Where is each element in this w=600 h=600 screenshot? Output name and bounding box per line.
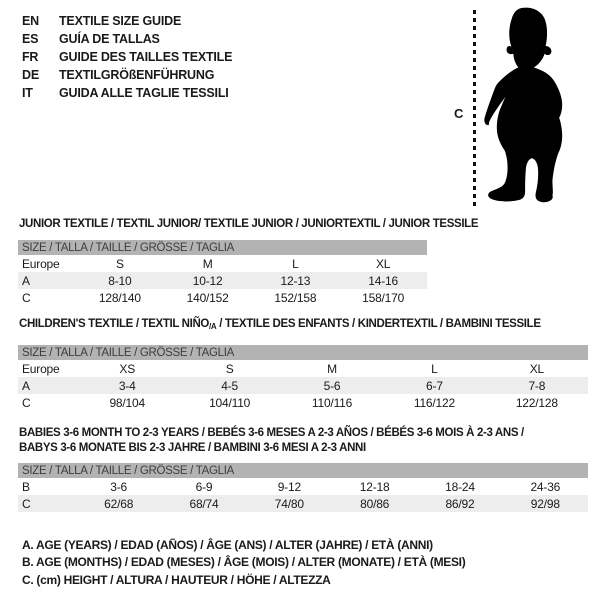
footnote-b: B. AGE (MONTHS) / EDAD (MESES) / ÂGE (MOIS) / ALTER (MONATE) / ETÀ (MESI) — [22, 555, 466, 570]
footnote-c: C. (cm) HEIGHT / ALTURA / HAUTEUR / HÖHE / ALTEZZA — [22, 572, 331, 587]
footnote-a: A. AGE (YEARS) / EDAD (AÑOS) / ÂGE (ANS) / ALTER (JAHRE) / ETÀ (ANNI) — [22, 537, 433, 552]
size-cell: XL — [529, 361, 544, 376]
size-cell: XL — [375, 256, 391, 271]
size-cell: S — [115, 256, 124, 271]
table-row-height — [18, 289, 427, 306]
age-cell: 5-6 — [323, 378, 341, 393]
row-label: C — [22, 496, 31, 511]
language-code: IT — [22, 86, 33, 100]
language-title: TEXTILE SIZE GUIDE — [59, 14, 182, 28]
junior-section-heading: JUNIOR TEXTILE / TEXTIL JUNIOR/ TEXTILE JUNIOR / JUNIORTEXTIL / JUNIOR TESSILE — [19, 218, 479, 230]
height-cell: 122/128 — [515, 395, 558, 410]
row-label: Europe — [22, 256, 60, 271]
size-cell: M — [202, 256, 213, 271]
table-row-age — [18, 272, 427, 289]
age-cell: 7-8 — [528, 378, 546, 393]
age-cell: 12-18 — [359, 479, 390, 494]
height-measure-label: C — [454, 106, 464, 121]
height-cell: 152/158 — [274, 290, 317, 305]
age-cell: 3-4 — [118, 378, 136, 393]
language-title: GUIDE DES TAILLES TEXTILE — [59, 50, 233, 64]
children-section-heading — [19, 317, 541, 334]
language-code: ES — [22, 32, 39, 46]
table-row-age — [18, 377, 588, 394]
age-cell: 6-9 — [195, 479, 213, 494]
row-label: B — [22, 479, 30, 494]
height-cell: 62/68 — [104, 496, 134, 511]
age-cell: 9-12 — [277, 479, 301, 494]
height-cell: 158/170 — [362, 290, 405, 305]
age-cell: 3-6 — [110, 479, 128, 494]
size-cell: M — [327, 361, 337, 376]
size-header-bar: SIZE / TALLA / TAILLE / GRÖSSE / TAGLIA — [18, 240, 427, 255]
language-title-list — [22, 12, 232, 102]
height-cell: 68/74 — [189, 496, 219, 511]
language-row-de — [22, 66, 232, 84]
height-dashed-line — [473, 10, 476, 206]
size-header-bar: SIZE / TALLA / TAILLE / GRÖSSE / TAGLIA — [18, 463, 588, 478]
size-cell: XS — [119, 361, 135, 376]
footnote-legend — [22, 536, 465, 589]
height-cell: 116/122 — [413, 395, 455, 410]
language-row-en — [22, 12, 232, 30]
size-header-bar: SIZE / TALLA / TAILLE / GRÖSSE / TAGLIA — [18, 345, 588, 360]
language-title: GUÍA DE TALLAS — [59, 32, 160, 46]
row-label: C — [22, 290, 31, 305]
children-size-table — [18, 345, 588, 411]
row-label: A — [22, 273, 30, 288]
language-code: DE — [22, 68, 39, 82]
language-row-it — [22, 84, 232, 102]
height-cell: 74/80 — [274, 496, 304, 511]
language-code: EN — [22, 14, 39, 28]
age-cell: 24-36 — [530, 479, 561, 494]
table-row-europe — [18, 360, 588, 377]
row-label: C — [22, 395, 31, 410]
height-cell: 86/92 — [445, 496, 475, 511]
height-cell: 98/104 — [109, 395, 145, 410]
table-row-age-months — [18, 478, 588, 495]
children-heading-pre: CHILDREN'S TEXTILE / TEXTIL NIÑO — [19, 318, 210, 330]
height-cell: 110/116 — [311, 395, 353, 410]
junior-size-table — [18, 240, 427, 306]
language-title: GUIDA ALLE TAGLIE TESSILI — [59, 86, 229, 100]
height-cell: 128/140 — [98, 290, 141, 305]
size-cell: S — [225, 361, 234, 376]
row-label: A — [22, 378, 30, 393]
age-cell: 8-10 — [108, 273, 132, 288]
height-cell: 80/86 — [360, 496, 390, 511]
language-row-fr — [22, 48, 232, 66]
height-cell: 140/152 — [186, 290, 229, 305]
children-heading-post: / TEXTILE DES ENFANTS / KINDERTEXTIL / BAMBINI TESSILE — [216, 318, 541, 330]
language-code: FR — [22, 50, 39, 64]
babies-size-table — [18, 463, 588, 512]
language-title: TEXTILGRÖßENFÜHRUNG — [59, 68, 215, 82]
babies-section-heading — [19, 426, 524, 456]
children-heading-sub: /A — [209, 322, 217, 331]
table-row-height — [18, 394, 588, 411]
age-cell: 18-24 — [445, 479, 475, 494]
age-cell: 6-7 — [426, 378, 443, 393]
height-cell: 104/110 — [209, 395, 251, 410]
age-cell: 4-5 — [221, 378, 238, 393]
language-row-es — [22, 30, 232, 48]
size-cell: L — [292, 256, 299, 271]
age-cell: 10-12 — [192, 273, 223, 288]
baby-silhouette-icon — [482, 5, 577, 205]
babies-heading-line1: BABIES 3-6 MONTH TO 2-3 YEARS / BEBÉS 3-6 MESES A 2-3 AÑOS / BÉBÉS 3-6 MOIS À 2-3 ANS / — [19, 427, 524, 439]
table-row-europe — [18, 255, 427, 272]
age-cell: 12-13 — [280, 273, 311, 288]
row-label: Europe — [22, 361, 60, 376]
table-row-height — [18, 495, 588, 512]
height-cell: 92/98 — [530, 496, 560, 511]
size-cell: L — [431, 361, 438, 376]
age-cell: 14-16 — [368, 273, 398, 288]
babies-heading-line2: BABYS 3-6 MONATE BIS 2-3 JAHRE / BAMBINI 3-6 MESI A 2-3 ANNI — [19, 442, 366, 454]
